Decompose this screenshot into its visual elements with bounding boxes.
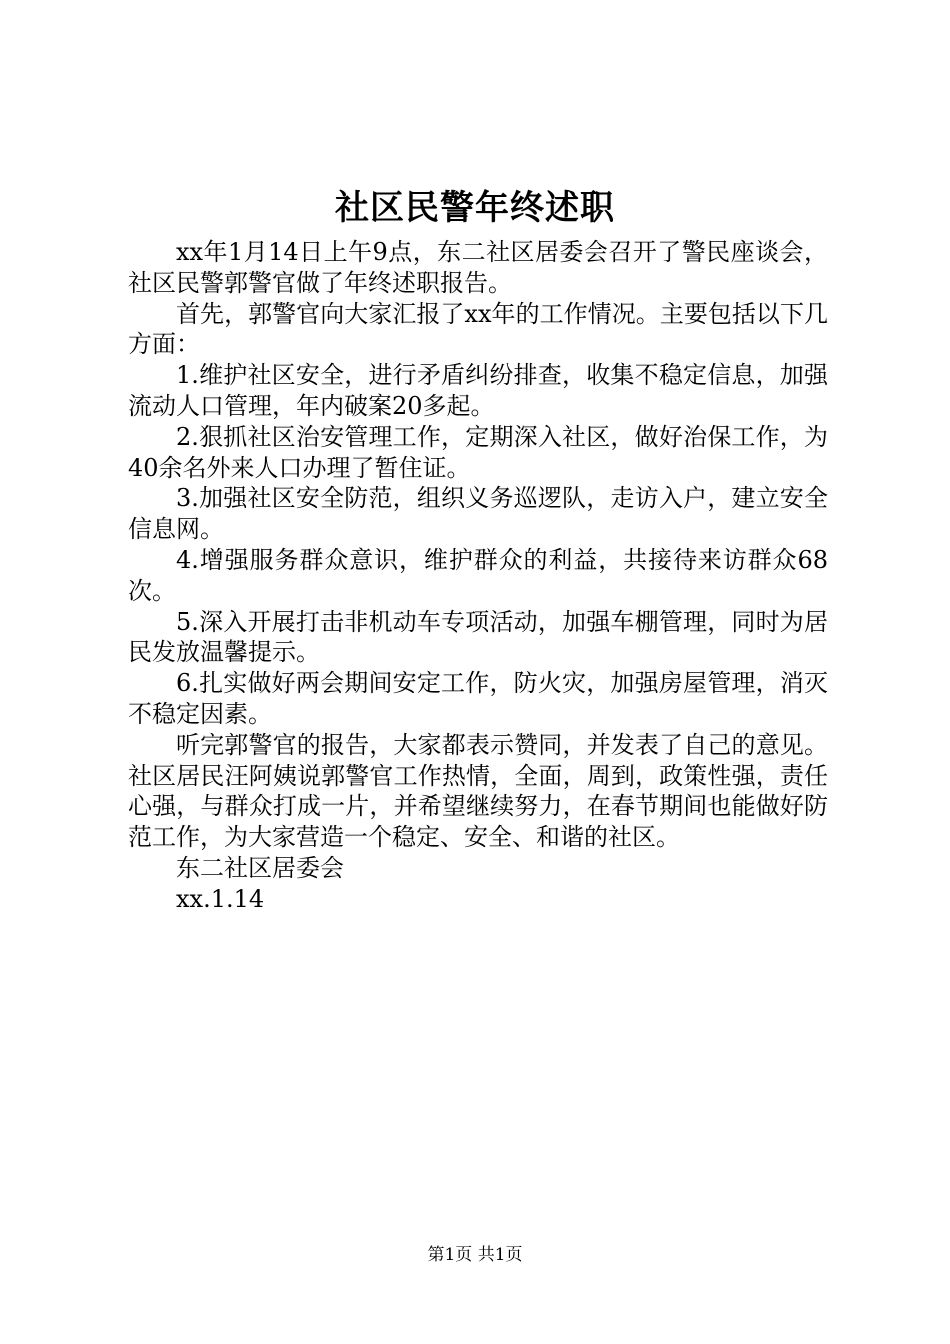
document-title: 社区民警年终述职 [335,188,615,228]
list-item-3: 3.加强社区安全防范，组织义务巡逻队，走访入户，建立安全信息网。 [128,484,828,544]
list-item-6: 6.扎实做好两会期间安定工作，防火灾，加强房屋管理，消灭不稳定因素。 [128,669,828,728]
page-number: 第1页 共1页 [427,1245,523,1265]
paragraph-feedback: 听完郭警官的报告，大家都表示赞同，并发表了自己的意见。社区居民汪阿姨说郭警官工作热情，全面，周到，政策性强，责任心强，与群众打成一片，并希望继续努力，在春节期间也能做好防范工作，为大家营造一个稳定、安全、和谐的社区。 [128,730,828,852]
paragraph-summary: 首先，郭警官向大家汇报了xx年的工作情况。主要包括以下几方面： [128,299,828,359]
paragraph-intro: xx年1月14日上午9点，东二社区居委会召开了警民座谈会，社区民警郭警官做了年终述职报告。 [128,238,828,297]
list-item-4: 4.增强服务群众意识，维护群众的利益，共接待来访群众68次。 [128,545,828,605]
document-body [128,237,828,915]
signature: 东二社区居委会 [176,853,344,882]
document-date: xx.1.14 [176,884,265,913]
list-item-1: 1.维护社区安全，进行矛盾纠纷排查，收集不稳定信息，加强流动人口管理，年内破案20多起。 [128,361,828,420]
list-item-5: 5.深入开展打击非机动车专项活动，加强车棚管理，同时为居民发放温馨提示。 [128,607,828,667]
list-item-2: 2.狠抓社区治安管理工作，定期深入社区，做好治保工作，为40余名外来人口办理了暂住证。 [128,422,828,482]
